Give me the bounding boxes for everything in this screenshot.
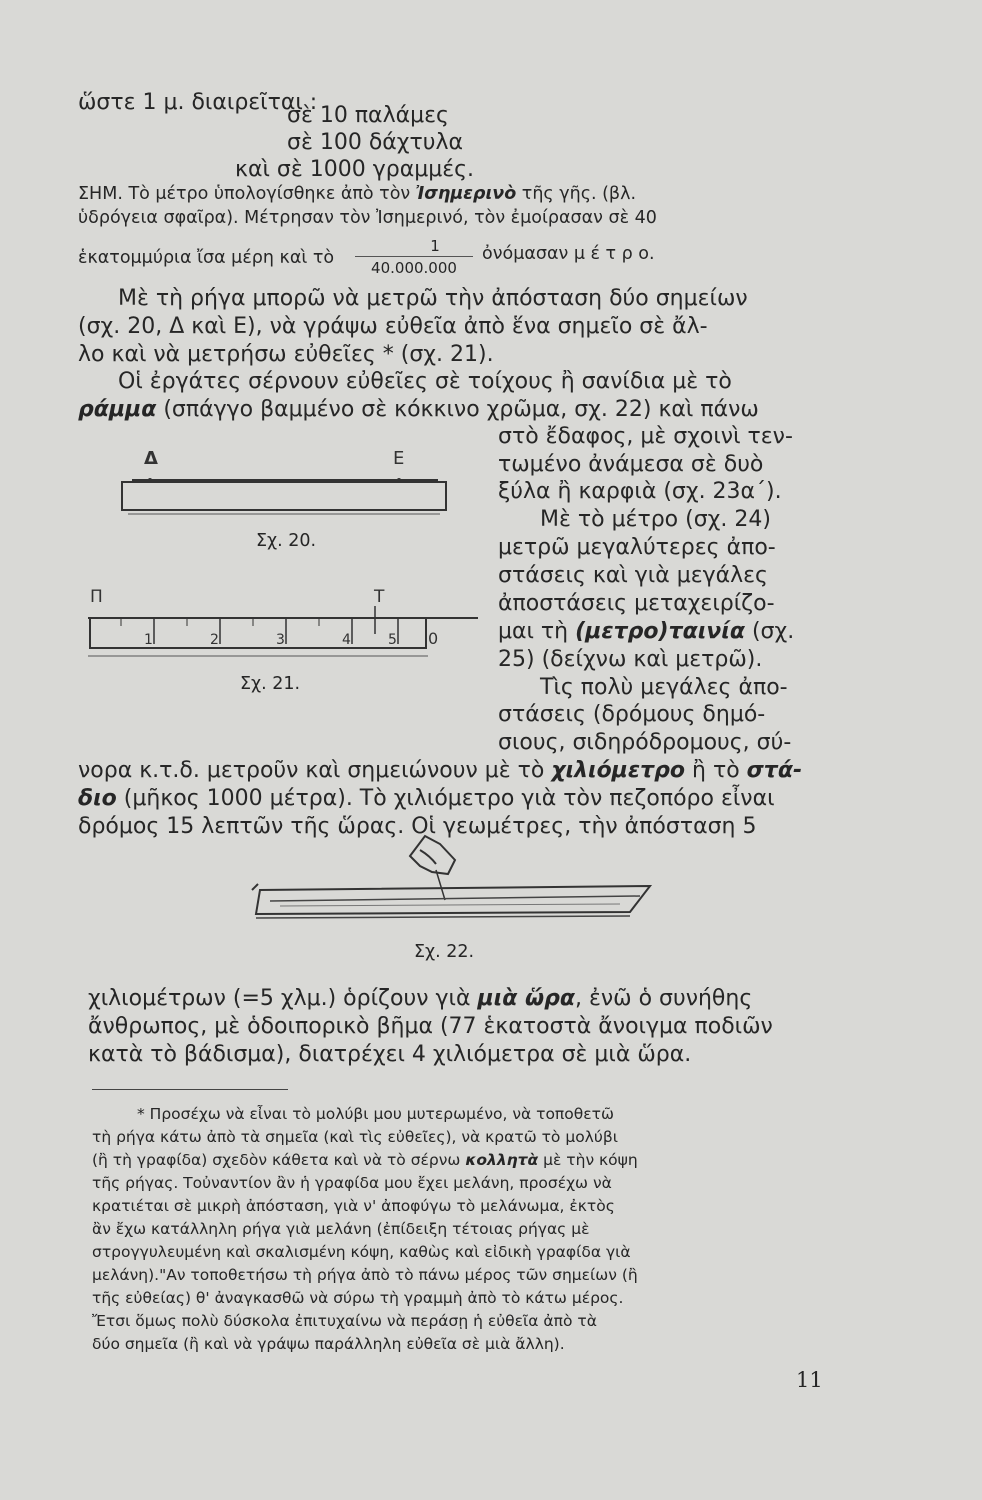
ruler-fig20: [122, 482, 446, 510]
body-line-3: λο καὶ νὰ μετρήσω εὐθεῖες * (σχ. 21).: [78, 342, 494, 367]
right-col-line-6: στάσεις καὶ γιὰ μεγάλες: [498, 563, 768, 588]
right-col-line-10: Τὶς πολὺ μεγάλες ἀπο-: [540, 675, 788, 700]
body-line-17: ἄνθρωπος, μὲ ὁδοιπορικὸ βῆμα (77 ἑκατοστὰ ἄνοιγμα ποδιῶν: [88, 1014, 773, 1039]
tick-label-1: 1: [144, 632, 153, 648]
body-line-14: διο (μῆκος 1000 μέτρα). Τὸ χιλιόμετρο γιὰ τὸν πεζοπόρο εἶναι: [78, 786, 775, 811]
tick-label-5: 5: [388, 632, 397, 648]
figure-20: [118, 442, 458, 522]
right-col-line-12: σιους, σιδηρόδρομους, σύ-: [498, 730, 792, 755]
fig21-label-tau: Τ: [374, 587, 385, 607]
fraction-numerator: 1: [430, 237, 440, 255]
division-line-2: σὲ 100 δάχτυλα: [287, 130, 463, 155]
fig20-label-epsilon: Ε: [393, 448, 405, 469]
snapped-string: [436, 870, 445, 900]
footnote-line-11: δύο σημεῖα (ἢ καὶ νὰ γράψω παράλληλη εὐθεῖα σὲ μιὰ ἄλλη).: [92, 1335, 565, 1353]
footnote-line-10: Ἔτσι ὅμως πολὺ δύσκολα ἐπιτυχαίνω νὰ περάσῃ ἡ εὐθεῖα ἀπὸ τὰ: [92, 1312, 597, 1330]
body-line-5: ράμμα (σπάγγο βαμμένο σὲ κόκκινο χρῶμα, σχ. 22) καὶ πάνω: [78, 397, 759, 422]
hands-pulling-string: [410, 836, 455, 874]
footnote-line-4: τῆς ρήγας. Τοὐναντίον ἂν ἡ γραφίδα μου ἔχει μελάνη, προσέχω νὰ: [92, 1174, 612, 1192]
right-col-line-3: ξύλα ἢ καρφιὰ (σχ. 23α΄).: [498, 479, 782, 504]
fig21-label-pi: Π: [90, 587, 103, 607]
fig20-caption: Σχ. 20.: [256, 531, 317, 551]
body-line-2: (σχ. 20, Δ καὶ Ε), νὰ γράψω εὐθεῖα ἀπὸ ἕνα σημεῖο σὲ ἄλ-: [78, 314, 708, 339]
right-col-line-7: ἀποστάσεις μεταχειρίζο-: [498, 591, 775, 616]
division-intro: ὥστε 1 μ. διαιρεῖται :: [78, 90, 318, 115]
tick-label-4: 4: [342, 632, 351, 648]
division-line-3: καὶ σὲ 1000 γραμμές.: [235, 157, 474, 182]
body-line-13: νορα κ.τ.δ. μετροῦν καὶ σημειώνουν μὲ τὸ χιλιόμετρο ἢ τὸ στά-: [78, 758, 803, 783]
body-line-18: κατὰ τὸ βάδισμα), διατρέχει 4 χιλιόμετρα σὲ μιὰ ὥρα.: [88, 1042, 692, 1067]
right-col-line-4: Μὲ τὸ μέτρο (σχ. 24): [540, 507, 771, 532]
fraction-bar: [355, 256, 473, 257]
body-line-15: δρόμος 15 λεπτῶν τῆς ὥρας. Οἱ γεωμέτρες, τὴν ἀπόσταση 5: [78, 814, 757, 839]
figure-21: [88, 582, 488, 672]
body-line-16: χιλιομέτρων (=5 χλμ.) ὁρίζουν γιὰ μιὰ ὥρα, ἐνῶ ὁ συνήθης: [88, 986, 753, 1011]
tick-label-0: 0: [428, 629, 439, 648]
note-line-3a: ἑκατομμύρια ἴσα μέρη καὶ τὸ: [78, 248, 335, 268]
right-col-line-2: τωμένο ἀνάμεσα σὲ δυὸ: [498, 452, 764, 477]
footnote-line-5: κρατιέται σὲ μικρὴ ἀπόσταση, γιὰ ν' ἀποφύγω τὸ μελάνωμα, ἐκτὸς: [92, 1197, 615, 1215]
footnote-line-8: μελάνη)."Αν τοποθετήσω τὴ ρήγα ἀπὸ τὸ πάνω μέρος τῶν σημείων (ἢ: [92, 1266, 638, 1284]
right-col-line-11: στάσεις (δρόμους δημό-: [498, 702, 766, 727]
note-line-2: ὑδρόγεια σφαῖρα). Μέτρησαν τὸν Ἰσημερινό, τὸν ἐμοίρασαν σὲ 40: [78, 208, 657, 228]
footnote-line-9: τῆς εὐθείας) θ' ἀναγκασθῶ νὰ σύρω τὴ γραμμὴ ἀπὸ τὸ κάτω μέρος.: [92, 1289, 624, 1307]
right-col-line-5: μετρῶ μεγαλύτερες ἀπο-: [498, 535, 776, 560]
right-col-line-8: μαι τὴ (μετρο)ταινία (σχ.: [498, 619, 795, 644]
fig22-caption: Σχ. 22.: [414, 942, 475, 962]
footnote-rule: [92, 1089, 288, 1090]
page-number: 11: [796, 1368, 823, 1392]
fraction-denominator: 40.000.000: [371, 259, 457, 277]
tick-label-3: 3: [276, 632, 285, 648]
footnote-line-1: * Προσέχω νὰ εἶναι τὸ μολύβι μου μυτερωμένο, νὰ τοποθετῶ: [137, 1105, 614, 1123]
body-line-4: Οἱ ἐργάτες σέρνουν εὐθεῖες σὲ τοίχους ἢ σανίδια μὲ τὸ: [118, 369, 732, 394]
tick-label-2: 2: [210, 632, 219, 648]
footnote-line-7: στρογγυλευμένη καὶ σκαλισμένη κόψη, καθὼς καὶ εἰδικὴ γραφίδα γιὰ: [92, 1243, 631, 1261]
note-line-3b: ὀνόμασαν μ έ τ ρ ο.: [482, 244, 655, 264]
note-line-1: ΣΗΜ. Τὸ μέτρο ὑπολογίσθηκε ἀπὸ τὸν Ἰσημερινὸ τῆς γῆς. (βλ.: [78, 184, 637, 204]
footnote-line-3: (ἢ τὴ γραφίδα) σχεδὸν κάθετα καὶ νὰ τὸ σέρνω κολλητὰ μὲ τὴν κόψη: [92, 1151, 638, 1169]
fig21-caption: Σχ. 21.: [240, 674, 301, 694]
fig20-label-delta: Δ: [144, 448, 158, 469]
right-col-line-9: 25) (δείχνω καὶ μετρῶ).: [498, 647, 763, 672]
footnote-line-2: τὴ ρήγα κάτω ἀπὸ τὰ σημεῖα (καὶ τὶς εὐθεῖες), νὰ κρατῶ τὸ μολύβι: [92, 1128, 618, 1146]
division-line-1: σὲ 10 παλάμες: [287, 103, 449, 128]
footnote-line-6: ἂν ἔχω κατάλληλη ρήγα γιὰ μελάνη (ἐπίδειξη τέτοιας ρήγας μὲ: [92, 1220, 590, 1238]
right-col-line-1: στὸ ἔδαφος, μὲ σχοινὶ τεν-: [498, 424, 793, 449]
figure-22: [250, 826, 670, 936]
body-line-1: Μὲ τὴ ρήγα μπορῶ νὰ μετρῶ τὴν ἀπόσταση δύο σημείων: [118, 286, 748, 311]
